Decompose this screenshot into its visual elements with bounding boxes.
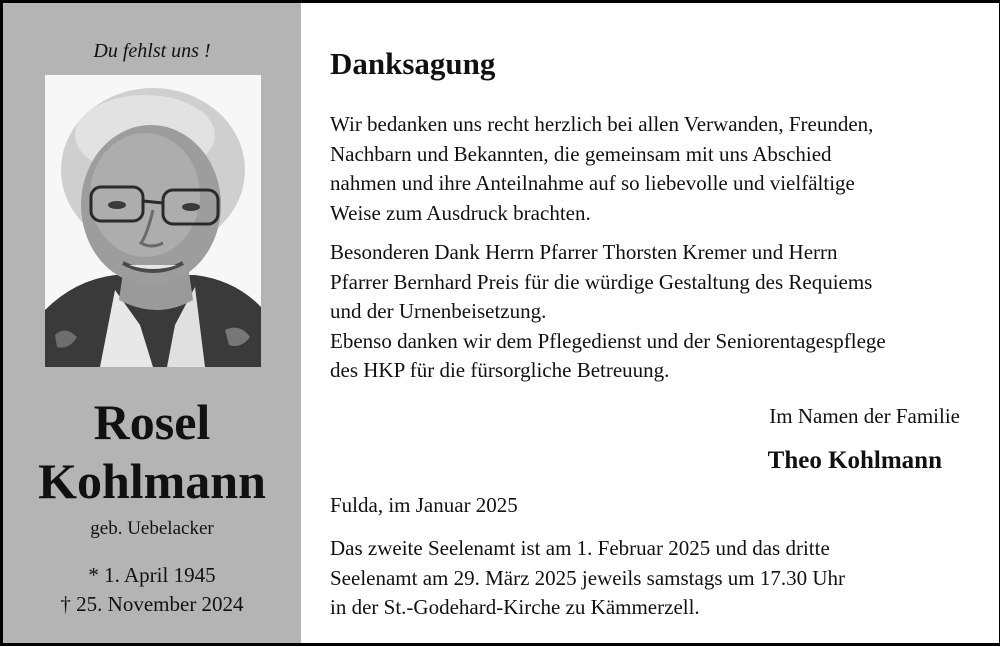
place-date: Fulda, im Januar 2025 xyxy=(330,493,518,517)
portrait-photo xyxy=(45,75,261,367)
text-line: Besonderen Dank Herrn Pfarrer Thorsten Kremer und Herrn xyxy=(330,240,838,264)
text-line: des HKP für die fürsorgliche Betreuung. xyxy=(330,358,670,382)
text-line: Wir bedanken uns recht herzlich bei allen Verwanden, Freunden, xyxy=(330,112,874,136)
life-dates xyxy=(3,561,301,619)
left-panel xyxy=(3,3,301,643)
text-line: Pfarrer Bernhard Preis für die würdige Gestaltung des Requiems xyxy=(330,269,873,294)
text-line: Seelenamt am 29. März 2025 jeweils samstags um 17.30 Uhr xyxy=(330,565,845,590)
motto: Du fehlst uns ! xyxy=(93,40,211,62)
text-line: und der Urnenbeisetzung. xyxy=(330,299,547,323)
death-date: † 25. November 2024 xyxy=(60,592,244,616)
text-line: Nachbarn und Bekannten, die gemeinsam mit uns Abschied xyxy=(330,141,832,166)
text-line: in der St.-Godehard-Kirche zu Kämmerzell. xyxy=(330,595,700,619)
mass-info-paragraph xyxy=(330,534,845,623)
text-line: nahmen und ihre Anteilnahme auf so liebevolle und vielfältige xyxy=(330,171,855,195)
page-title: Danksagung xyxy=(330,46,496,81)
birth-date: * 1. April 1945 xyxy=(88,563,216,587)
maiden-name: geb. Uebelacker xyxy=(90,518,214,539)
deceased-last-name: Kohlmann xyxy=(38,453,266,509)
text-line: Ebenso danken wir dem Pflegedienst und der Seniorentagespflege xyxy=(330,328,886,353)
thanks-paragraph xyxy=(330,110,873,228)
signature-intro: Im Namen der Familie xyxy=(769,404,960,428)
special-thanks-paragraph xyxy=(330,238,886,386)
signature-name: Theo Kohlmann xyxy=(767,447,942,474)
text-line: Das zweite Seelenamt ist am 1. Februar 2025 und das dritte xyxy=(330,536,830,560)
deceased-first-name: Rosel xyxy=(93,394,211,450)
text-line: Weise zum Ausdruck brachten. xyxy=(330,200,591,225)
